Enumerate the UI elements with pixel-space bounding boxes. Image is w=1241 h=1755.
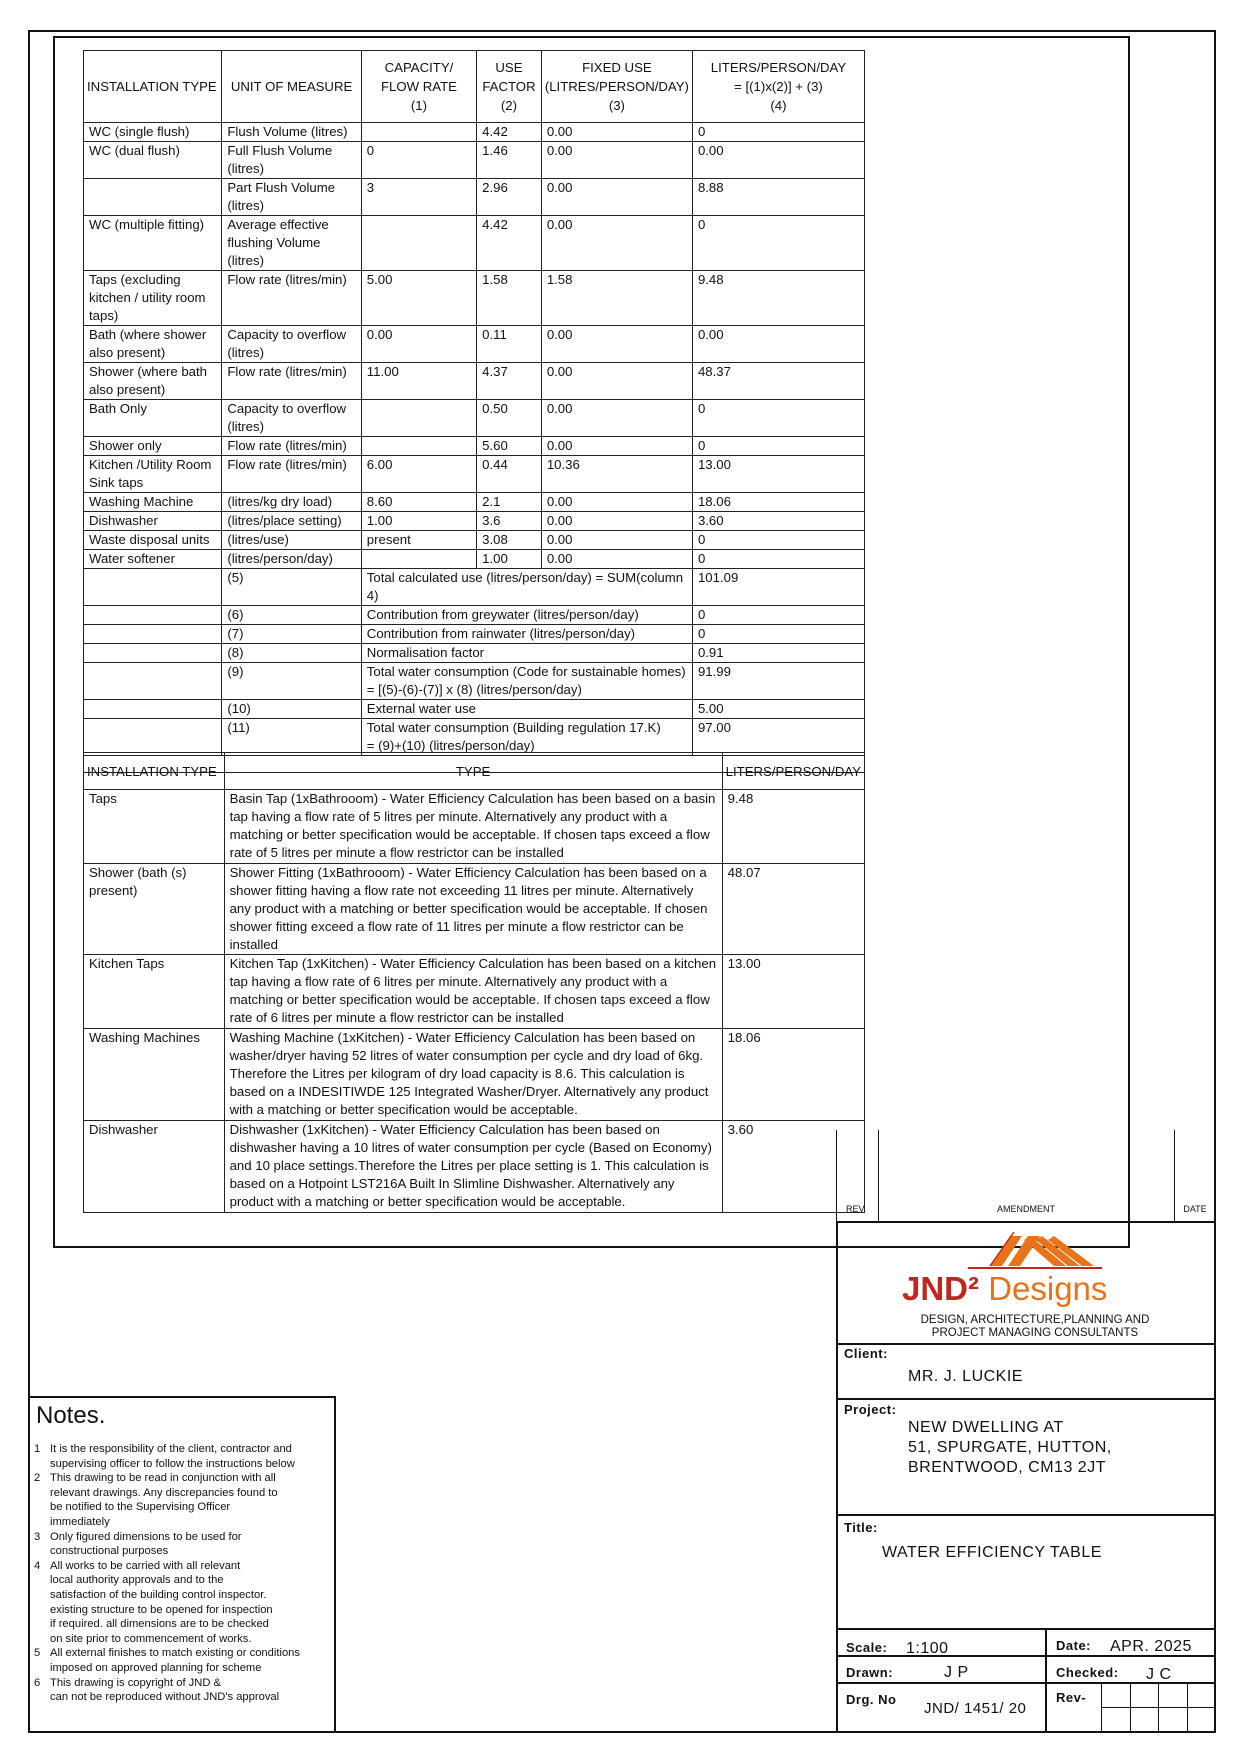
col-header-installation-type: INSTALLATION TYPE (84, 753, 225, 790)
summary-blank (84, 625, 222, 644)
cell-capacity (361, 437, 476, 456)
summary-blank (84, 569, 222, 606)
cell-lpd: 0.00 (692, 326, 864, 363)
table-row (84, 864, 865, 955)
table-row (84, 142, 865, 179)
cell-fixed-use: 0.00 (541, 437, 692, 456)
note-item: 3 Only figured dimensions to be used for constructional purposes (34, 1530, 242, 1558)
cell-fixed-use: 0.00 (541, 531, 692, 550)
table-row (84, 531, 865, 550)
cell-unit: Part Flush Volume (litres) (222, 179, 361, 216)
cell-fixed-use: 0.00 (541, 550, 692, 569)
cell-unit: Full Flush Volume (litres) (222, 142, 361, 179)
cell-lpd: 0 (692, 400, 864, 437)
cell-fixed-use: 0.00 (541, 142, 692, 179)
note-item: 4 All works to be carried with all relevant local authority approvals and to the satisfaction of the building control inspector. existing structure to be opened for inspection if required. all dimensions are to be checked on site prior to commencement of works. (34, 1559, 273, 1645)
cell-installation-type (84, 179, 222, 216)
cell-capacity (361, 216, 476, 271)
cell-use-factor: 4.37 (477, 363, 542, 400)
cell-capacity (361, 123, 476, 142)
col-header-installation-type: INSTALLATION TYPE (84, 51, 222, 123)
cell-unit: Flow rate (litres/min) (222, 363, 361, 400)
cell-lpd: 9.48 (692, 271, 864, 326)
summary-description: Normalisation factor (361, 644, 692, 663)
table-row (84, 955, 865, 1029)
summary-number: (9) (222, 663, 361, 700)
cell-fixed-use: 0.00 (541, 512, 692, 531)
project-label: Project: (844, 1402, 897, 1417)
table-row (84, 1121, 865, 1213)
installation-type-description-table (83, 752, 865, 1213)
cell-installation-type: Dishwasher (84, 1121, 225, 1213)
company-name (902, 1270, 1172, 1308)
drawing-title: WATER EFFICIENCY TABLE (882, 1544, 1102, 1561)
summary-number: (11) (222, 719, 361, 756)
cell-lpd: 48.07 (722, 864, 864, 955)
summary-row (84, 700, 865, 719)
cell-lpd: 0 (692, 216, 864, 271)
company-name-designs: Designs (988, 1270, 1108, 1307)
cell-installation-type: Kitchen Taps (84, 955, 225, 1029)
cell-installation-type: Water softener (84, 550, 222, 569)
summary-row (84, 663, 865, 700)
company-logo (890, 1228, 1180, 1340)
cell-lpd: 3.60 (692, 512, 864, 531)
company-name-jnd: JND² (902, 1270, 980, 1307)
cell-capacity: 0 (361, 142, 476, 179)
client-name: MR. J. LUCKIE (908, 1368, 1023, 1385)
cell-use-factor: 4.42 (477, 123, 542, 142)
roof-icon (890, 1228, 1180, 1270)
table-row (84, 550, 865, 569)
table-row (84, 363, 865, 400)
table-row (84, 400, 865, 437)
table-row (84, 271, 865, 326)
scale-label: Scale: (846, 1640, 888, 1655)
cell-use-factor: 2.96 (477, 179, 542, 216)
summary-blank (84, 663, 222, 700)
note-item: 6 This drawing is copyright of JND & can not be reproduced without JND's approval (34, 1676, 280, 1704)
table-row (84, 179, 865, 216)
cell-lpd: 0 (692, 123, 864, 142)
company-tagline: DESIGN, ARCHITECTURE,PLANNING AND PROJECT MANAGING CONSULTANTS (920, 1314, 1150, 1339)
cell-use-factor: 3.08 (477, 531, 542, 550)
cell-installation-type: Shower only (84, 437, 222, 456)
cell-lpd: 18.06 (722, 1029, 864, 1121)
summary-row (84, 569, 865, 606)
col-header-use-factor: USE FACTOR (2) (477, 51, 542, 123)
summary-blank (84, 606, 222, 625)
cell-unit: Capacity to overflow (litres) (222, 326, 361, 363)
cell-lpd: 8.88 (692, 179, 864, 216)
summary-row (84, 606, 865, 625)
cell-use-factor: 1.00 (477, 550, 542, 569)
cell-fixed-use: 0.00 (541, 326, 692, 363)
summary-value: 91.99 (692, 663, 864, 700)
notes-list (28, 1442, 338, 1705)
cell-lpd: 13.00 (692, 456, 864, 493)
cell-lpd: 3.60 (722, 1121, 864, 1213)
cell-use-factor: 4.42 (477, 216, 542, 271)
cell-capacity: 11.00 (361, 363, 476, 400)
cell-capacity: 6.00 (361, 456, 476, 493)
cell-installation-type: WC (dual flush) (84, 142, 222, 179)
cell-description: Basin Tap (1xBathrooom) - Water Efficiency Calculation has been based on a basin tap having a flow rate of 5 litres per minute. Alternatively any product with a matching or better specification would be acceptable. If chosen taps exceed a flow rate of 5 litres per minute a flow restrictor can be installed (224, 790, 722, 864)
cell-fixed-use: 0.00 (541, 123, 692, 142)
cell-use-factor: 3.6 (477, 512, 542, 531)
cell-installation-type: Shower (where bath also present) (84, 363, 222, 400)
col-header-capacity-flow-rate: CAPACITY/ FLOW RATE (1) (361, 51, 476, 123)
cell-fixed-use: 0.00 (541, 400, 692, 437)
cell-lpd: 9.48 (722, 790, 864, 864)
table-row (84, 456, 865, 493)
cell-lpd: 13.00 (722, 955, 864, 1029)
summary-value: 0 (692, 625, 864, 644)
cell-use-factor: 1.46 (477, 142, 542, 179)
summary-value: 0 (692, 606, 864, 625)
summary-blank (84, 644, 222, 663)
water-efficiency-calculation-table (83, 50, 865, 773)
cell-fixed-use: 0.00 (541, 493, 692, 512)
cell-lpd: 0 (692, 550, 864, 569)
checked-value: J C (1146, 1666, 1172, 1683)
date-value: APR. 2025 (1110, 1638, 1192, 1655)
table-row (84, 216, 865, 271)
cell-lpd: 0 (692, 531, 864, 550)
table-row (84, 437, 865, 456)
cell-capacity: 8.60 (361, 493, 476, 512)
summary-row (84, 644, 865, 663)
cell-installation-type: Bath Only (84, 400, 222, 437)
cell-use-factor: 1.58 (477, 271, 542, 326)
cell-installation-type: Shower (bath (s) present) (84, 864, 225, 955)
cell-capacity: 0.00 (361, 326, 476, 363)
cell-capacity: 3 (361, 179, 476, 216)
cell-installation-type: WC (multiple fitting) (84, 216, 222, 271)
cell-lpd: 0 (692, 437, 864, 456)
cell-installation-type: Washing Machine (84, 493, 222, 512)
cell-capacity: 5.00 (361, 271, 476, 326)
summary-number: (10) (222, 700, 361, 719)
drawing-number: JND/ 1451/ 20 (924, 1700, 1027, 1717)
cell-capacity (361, 550, 476, 569)
col-header-fixed-use: FIXED USE (LITRES/PERSON/DAY) (3) (541, 51, 692, 123)
rev-label: Rev- (1056, 1690, 1087, 1705)
cell-installation-type: Taps (84, 790, 225, 864)
cell-fixed-use: 10.36 (541, 456, 692, 493)
table-row (84, 493, 865, 512)
checked-label: Checked: (1056, 1665, 1119, 1680)
summary-description: External water use (361, 700, 692, 719)
summary-description: Total water consumption (Building regulation 17.K) = (9)+(10) (litres/person/day) (361, 719, 692, 756)
scale-value: 1:100 (906, 1640, 949, 1657)
cell-use-factor: 2.1 (477, 493, 542, 512)
drawn-value: J P (944, 1664, 969, 1681)
summary-value: 101.09 (692, 569, 864, 606)
table-row (84, 790, 865, 864)
cell-capacity: 1.00 (361, 512, 476, 531)
cell-capacity: present (361, 531, 476, 550)
col-header-type: TYPE (224, 753, 722, 790)
title-label: Title: (844, 1520, 878, 1535)
project-address: NEW DWELLING AT 51, SPURGATE, HUTTON, BRENTWOOD, CM13 2JT (908, 1419, 1112, 1476)
summary-blank (84, 700, 222, 719)
cell-use-factor: 0.11 (477, 326, 542, 363)
summary-value: 5.00 (692, 700, 864, 719)
cell-unit: Flush Volume (litres) (222, 123, 361, 142)
cell-lpd: 18.06 (692, 493, 864, 512)
cell-unit: Flow rate (litres/min) (222, 437, 361, 456)
note-item: 1 It is the responsibility of the client, contractor and supervising officer to follow the instructions below (34, 1443, 295, 1470)
cell-unit: (litres/use) (222, 531, 361, 550)
cell-unit: (litres/person/day) (222, 550, 361, 569)
table-row (84, 512, 865, 531)
cell-unit: Average effective flushing Volume (litres) (222, 216, 361, 271)
summary-row (84, 625, 865, 644)
cell-capacity (361, 400, 476, 437)
cell-fixed-use: 0.00 (541, 363, 692, 400)
cell-lpd: 0.00 (692, 142, 864, 179)
summary-description: Total water consumption (Code for sustainable homes) = [(5)-(6)-(7)] x (8) (litres/person/day) (361, 663, 692, 700)
rev-header-amendment: AMENDMENT (997, 1204, 1055, 1214)
cell-installation-type: WC (single flush) (84, 123, 222, 142)
cell-description: Kitchen Tap (1xKitchen) - Water Efficiency Calculation has been based on a kitchen tap having a flow rate of 6 litres per minute. Alternatively any product with a matching or better specification would be acceptable. If chosen taps exceed a flow rate of 6 litres per minute a flow restrictor can be installed (224, 955, 722, 1029)
table-row (84, 123, 865, 142)
cell-unit: Flow rate (litres/min) (222, 456, 361, 493)
cell-unit: (litres/place setting) (222, 512, 361, 531)
client-label: Client: (844, 1346, 888, 1361)
cell-installation-type: Washing Machines (84, 1029, 225, 1121)
cell-fixed-use: 0.00 (541, 216, 692, 271)
summary-number: (7) (222, 625, 361, 644)
cell-fixed-use: 1.58 (541, 271, 692, 326)
cell-description: Dishwasher (1xKitchen) - Water Efficiency Calculation has been based on dishwasher having a 10 litres of water consumption per cycle (Based on Economy) and 10 place settings.Therefore the Litres per place setting is 1. This calculation is based on a Hotpoint LST216A Built In Slimline Dishwasher. Alternatively any product with a matching or better specification would be acceptable. (224, 1121, 722, 1213)
cell-installation-type: Bath (where shower also present) (84, 326, 222, 363)
summary-number: (6) (222, 606, 361, 625)
note-item: 2 This drawing to be read in conjunction with all relevant drawings. Any discrepancies found to be notified to the Supervising Officer immediately (34, 1472, 278, 1528)
summary-description: Contribution from rainwater (litres/person/day) (361, 625, 692, 644)
cell-installation-type: Dishwasher (84, 512, 222, 531)
cell-installation-type: Taps (excluding kitchen / utility room taps) (84, 271, 222, 326)
note-item: 5 All external finishes to match existing or conditions imposed on approved planning for scheme (34, 1647, 300, 1674)
cell-installation-type: Kitchen /Utility Room Sink taps (84, 456, 222, 493)
table-row (84, 1029, 865, 1121)
cell-use-factor: 0.44 (477, 456, 542, 493)
cell-fixed-use: 0.00 (541, 179, 692, 216)
summary-row (84, 719, 865, 756)
summary-number: (5) (222, 569, 361, 606)
cell-installation-type: Waste disposal units (84, 531, 222, 550)
col-header-liters-person-day: LITERS/PERSON/DAY (722, 753, 864, 790)
summary-description: Contribution from greywater (litres/person/day) (361, 606, 692, 625)
summary-number: (8) (222, 644, 361, 663)
cell-unit: (litres/kg dry load) (222, 493, 361, 512)
col-header-liters-person-day: LITERS/PERSON/DAY = [(1)x(2)] + (3) (4) (692, 51, 864, 123)
table-row (84, 326, 865, 363)
rev-header-rev: REV (846, 1204, 865, 1214)
notes-panel (28, 1396, 336, 1733)
cell-use-factor: 5.60 (477, 437, 542, 456)
cell-description: Shower Fitting (1xBathrooom) - Water Efficiency Calculation has been based on a shower fitting having a flow rate not exceeding 11 litres per minute. Alternatively any product with a matching or better specification would be acceptable. If chosen shower fitting exceed a flow rate of 11 litres per minute a flow restrictor can be installed (224, 864, 722, 955)
col-header-unit-of-measure: UNIT OF MEASURE (222, 51, 361, 123)
drawn-label: Drawn: (846, 1665, 894, 1680)
cell-use-factor: 0.50 (477, 400, 542, 437)
notes-title: Notes. (36, 1402, 106, 1429)
summary-blank (84, 719, 222, 756)
cell-lpd: 48.37 (692, 363, 864, 400)
cell-unit: Flow rate (litres/min) (222, 271, 361, 326)
drawing-number-label: Drg. No (846, 1692, 897, 1707)
cell-description: Washing Machine (1xKitchen) - Water Efficiency Calculation has been based on washer/dryer having 52 litres of water consumption per cycle and dry load of 6kg. Therefore the Litres per kilogram of dry load capacity is 8.6. This calculation is based on a INDESITIWDE 125 Integrated Washer/Dryer. Alternatively any product with a matching or better specification would be acceptable. (224, 1029, 722, 1121)
summary-value: 0.91 (692, 644, 864, 663)
summary-description: Total calculated use (litres/person/day) = SUM(column 4) (361, 569, 692, 606)
rev-header-date: DATE (1183, 1204, 1207, 1214)
cell-unit: Capacity to overflow (litres) (222, 400, 361, 437)
summary-value: 97.00 (692, 719, 864, 756)
date-label: Date: (1056, 1638, 1092, 1653)
